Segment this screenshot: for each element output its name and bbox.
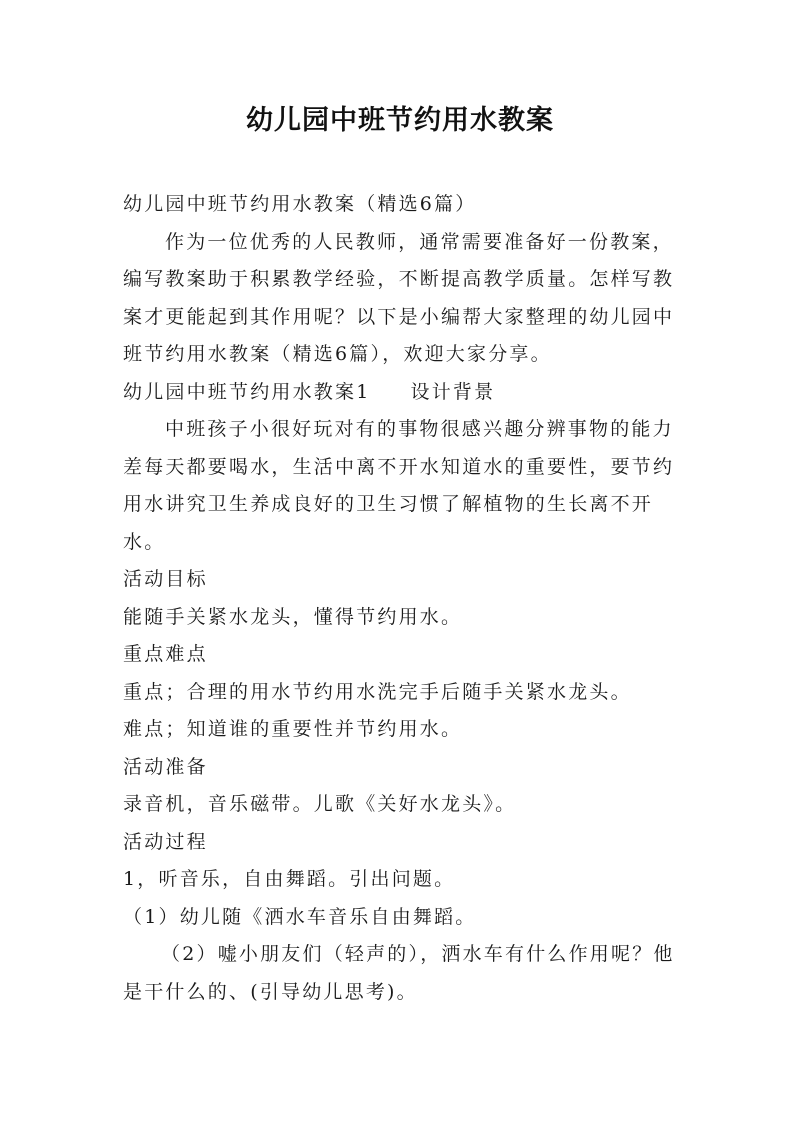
prep-heading: 活动准备 [123, 755, 208, 778]
background-paragraph: 中班孩子小很好玩对有的事物很感兴趣分辨事物的能力差每天都要喝水，生活中离不开水知道水的重要性，要节约用水讲究卫生养成良好的卫生习惯了解植物的生长离不开水。 [123, 418, 675, 553]
step1-a: （1）幼儿随《洒水车音乐自由舞蹈。 [123, 905, 477, 928]
goal-text: 能随手关紧水龙头，懂得节约用水。 [123, 605, 463, 628]
step1-b: （2）嘘小朋友们（轻声的），洒水车有什么作用呢？他是干什么的、(引导幼儿思考)。 [123, 943, 675, 1003]
document-subtitle: 幼儿园中班节约用水教案（精选6篇） [123, 193, 477, 215]
document-title: 幼儿园中班节约用水教案 [246, 105, 554, 136]
process-heading: 活动过程 [123, 830, 208, 853]
prep-text: 录音机，音乐磁带。儿歌《关好水龙头》。 [123, 793, 517, 815]
goal-heading: 活动目标 [123, 568, 208, 590]
step1: 1，听音乐，自由舞蹈。引出问题。 [123, 868, 456, 890]
key-heading: 重点难点 [123, 643, 208, 665]
section1-heading: 幼儿园中班节约用水教案1 [123, 380, 371, 403]
document-body [123, 186, 683, 1011]
key-point: 重点；合理的用水节约用水洗完手后随手关紧水龙头。 [123, 680, 632, 703]
section1-subheading: 设计背景 [410, 380, 496, 403]
section1-heading-line [123, 374, 683, 412]
intro-paragraph: 作为一位优秀的人民教师，通常需要准备好一份教案，编写教案助于积累教学经验，不断提高教学质量。怎样写教案才更能起到其作用呢？以下是小编帮大家整理的幼儿园中班节约用水教案（精选6篇），欢迎大家分享。 [123, 230, 675, 365]
difficult-point: 难点；知道谁的重要性并节约用水。 [123, 718, 463, 740]
